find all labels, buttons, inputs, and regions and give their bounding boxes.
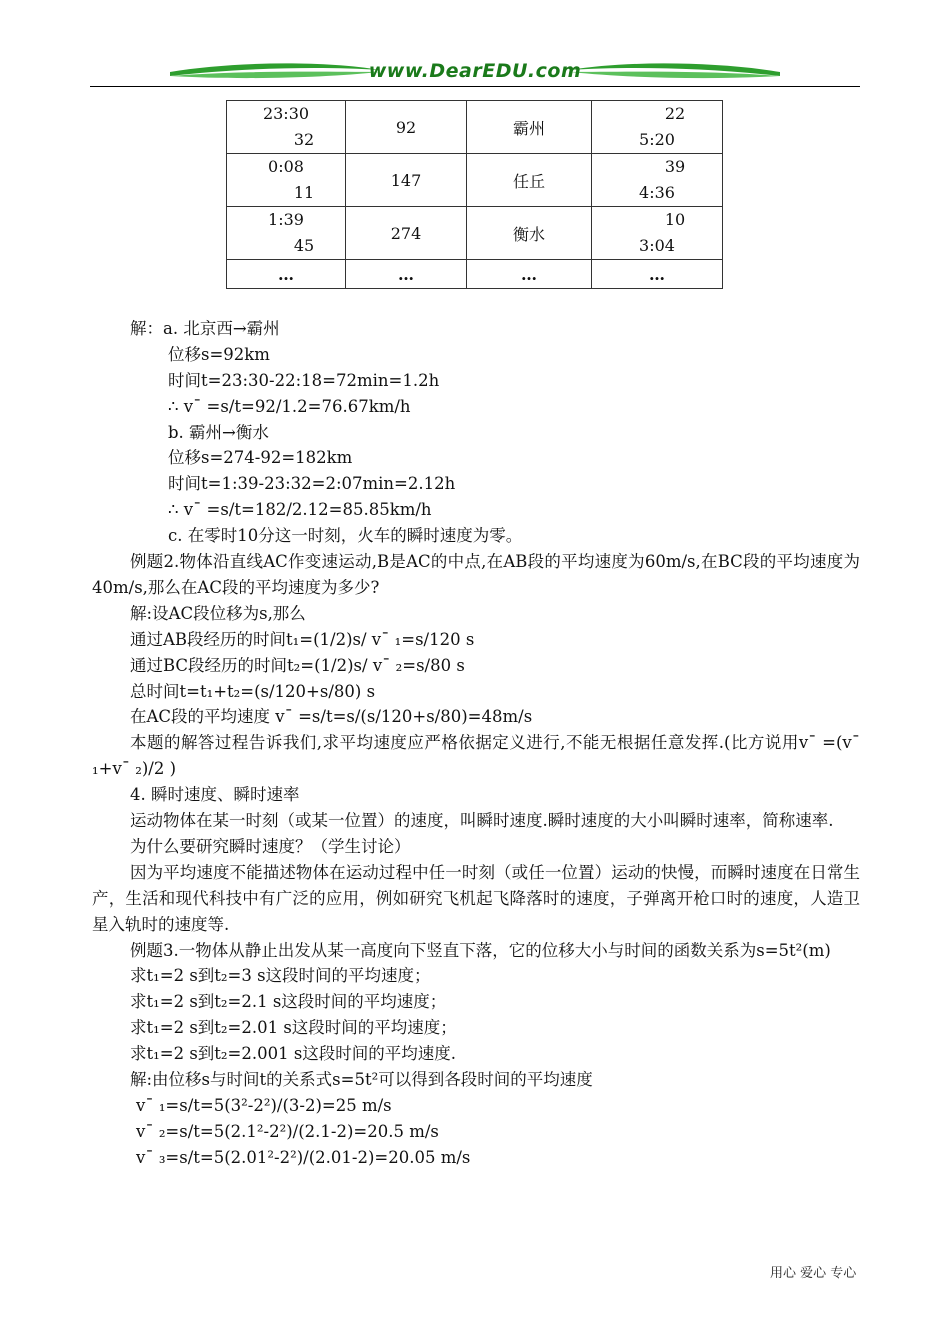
text-line: 解:由位移s与时间t的关系式s=5t²可以得到各段时间的平均速度 bbox=[130, 1069, 593, 1089]
text-line: ∴ v¯ =s/t=92/1.2=76.67km/h bbox=[168, 396, 411, 416]
text-line: 通过AB段经历的时间t₁=(1/2)s/ v¯ ₁=s/120 s bbox=[130, 629, 475, 649]
text-line: 通过BC段经历的时间t₂=(1/2)s/ v¯ ₂=s/80 s bbox=[130, 655, 465, 675]
text-line: 位移s=274-92=182km bbox=[168, 448, 353, 468]
table-row-ellipsis bbox=[227, 260, 723, 289]
table-row bbox=[227, 207, 723, 260]
formula-line: v¯ ₂=s/t=5(2.1²-2²)/(2.1-2)=20.5 m/s bbox=[136, 1121, 439, 1141]
header-rule bbox=[90, 86, 860, 87]
site-logo-text: www.DearEDU.com bbox=[368, 60, 582, 82]
table-cell-ellipsis: … bbox=[227, 260, 346, 289]
text-line: 时间t=1:39-23:32=2:07min=2.12h bbox=[168, 474, 456, 494]
text-line: 在AC段的平均速度 v¯ =s/t=s/(s/120+s/80)=48m/s bbox=[130, 707, 533, 727]
example-3-problem: 例题3.一物体从静止出发从某一高度向下竖直下落，它的位移大小与时间的函数关系为s=5t²(m) bbox=[130, 940, 831, 960]
remark-paragraph: 本题的解答过程告诉我们,求平均速度应严格依据定义进行,不能无根据任意发挥.(比方说用v¯ =(v¯ ₁+v¯ ₂)/2 ) bbox=[92, 733, 860, 779]
table-cell-station: 霸州 bbox=[467, 101, 592, 154]
table-row bbox=[227, 154, 723, 207]
example-2-problem: 例题2.物体沿直线AC作变速运动,B是AC的中点,在AB段的平均速度为60m/s,在BC段的平均速度为40m/s,那么在AC段的平均速度为多少? bbox=[92, 552, 860, 597]
table-cell-arrival: 22 5:20 bbox=[592, 101, 723, 154]
table-cell-ellipsis: … bbox=[346, 260, 467, 289]
table-cell-ellipsis: … bbox=[592, 260, 723, 289]
table-cell-station: 任丘 bbox=[467, 154, 592, 207]
solution-heading: 解：a. 北京西→霸州 bbox=[130, 319, 280, 338]
table-cell-km: 92 bbox=[346, 101, 467, 154]
document-body bbox=[92, 316, 860, 1171]
text-line: 求t₁=2 s到t₂=2.001 s这段时间的平均速度. bbox=[130, 1044, 457, 1064]
section-heading: 4. 瞬时速度、瞬时速率 bbox=[130, 785, 300, 805]
table-cell-station: 衡水 bbox=[467, 207, 592, 260]
text-line: 位移s=92km bbox=[168, 344, 270, 364]
explanation-paragraph: 因为平均速度不能描述物体在运动过程中任一时刻（或任一位置）运动的快慢，而瞬时速度在日常生产，生活和现代科技中有广泛的应用，例如研究飞机起飞降落时的速度，子弹离开枪口时的速度，人造卫星入轨时的速度等. bbox=[92, 862, 860, 934]
text-line: 解:设AC段位移为s,那么 bbox=[130, 603, 306, 623]
text-line: c. 在零时10分这一时刻，火车的瞬时速度为零。 bbox=[168, 526, 523, 546]
text-line: 求t₁=2 s到t₂=3 s这段时间的平均速度； bbox=[130, 966, 431, 986]
table-cell-time: 1:39 45 bbox=[227, 207, 346, 260]
table-row bbox=[227, 101, 723, 154]
text-line: 求t₁=2 s到t₂=2.01 s这段时间的平均速度； bbox=[130, 1018, 457, 1038]
text-line: b. 霸州→衡水 bbox=[168, 422, 269, 442]
train-timetable bbox=[226, 100, 723, 289]
table-cell-arrival: 39 4:36 bbox=[592, 154, 723, 207]
text-line: 为什么要研究瞬时速度？（学生讨论） bbox=[130, 836, 411, 856]
text-line: 总时间t=t₁+t₂=(s/120+s/80) s bbox=[130, 681, 376, 701]
text-line: 时间t=23:30-22:18=72min=1.2h bbox=[168, 370, 440, 390]
formula-line: v¯ ₁=s/t=5(3²-2²)/(3-2)=25 m/s bbox=[136, 1095, 392, 1115]
table-cell-ellipsis: … bbox=[467, 260, 592, 289]
table-cell-time: 23:30 32 bbox=[227, 101, 346, 154]
text-line: ∴ v¯ =s/t=182/2.12=85.85km/h bbox=[168, 500, 432, 520]
table-cell-arrival: 10 3:04 bbox=[592, 207, 723, 260]
formula-line: v¯ ₃=s/t=5(2.01²-2²)/(2.01-2)=20.05 m/s bbox=[136, 1147, 471, 1167]
page-footer: 用心 爱心 专心 bbox=[770, 1266, 857, 1281]
table-cell-km: 274 bbox=[346, 207, 467, 260]
text-line: 求t₁=2 s到t₂=2.1 s这段时间的平均速度； bbox=[130, 992, 447, 1012]
definition-paragraph: 运动物体在某一时刻（或某一位置）的速度，叫瞬时速度.瞬时速度的大小叫瞬时速率，简称速率. bbox=[130, 810, 834, 830]
table-cell-time: 0:08 11 bbox=[227, 154, 346, 207]
table-cell-km: 147 bbox=[346, 154, 467, 207]
